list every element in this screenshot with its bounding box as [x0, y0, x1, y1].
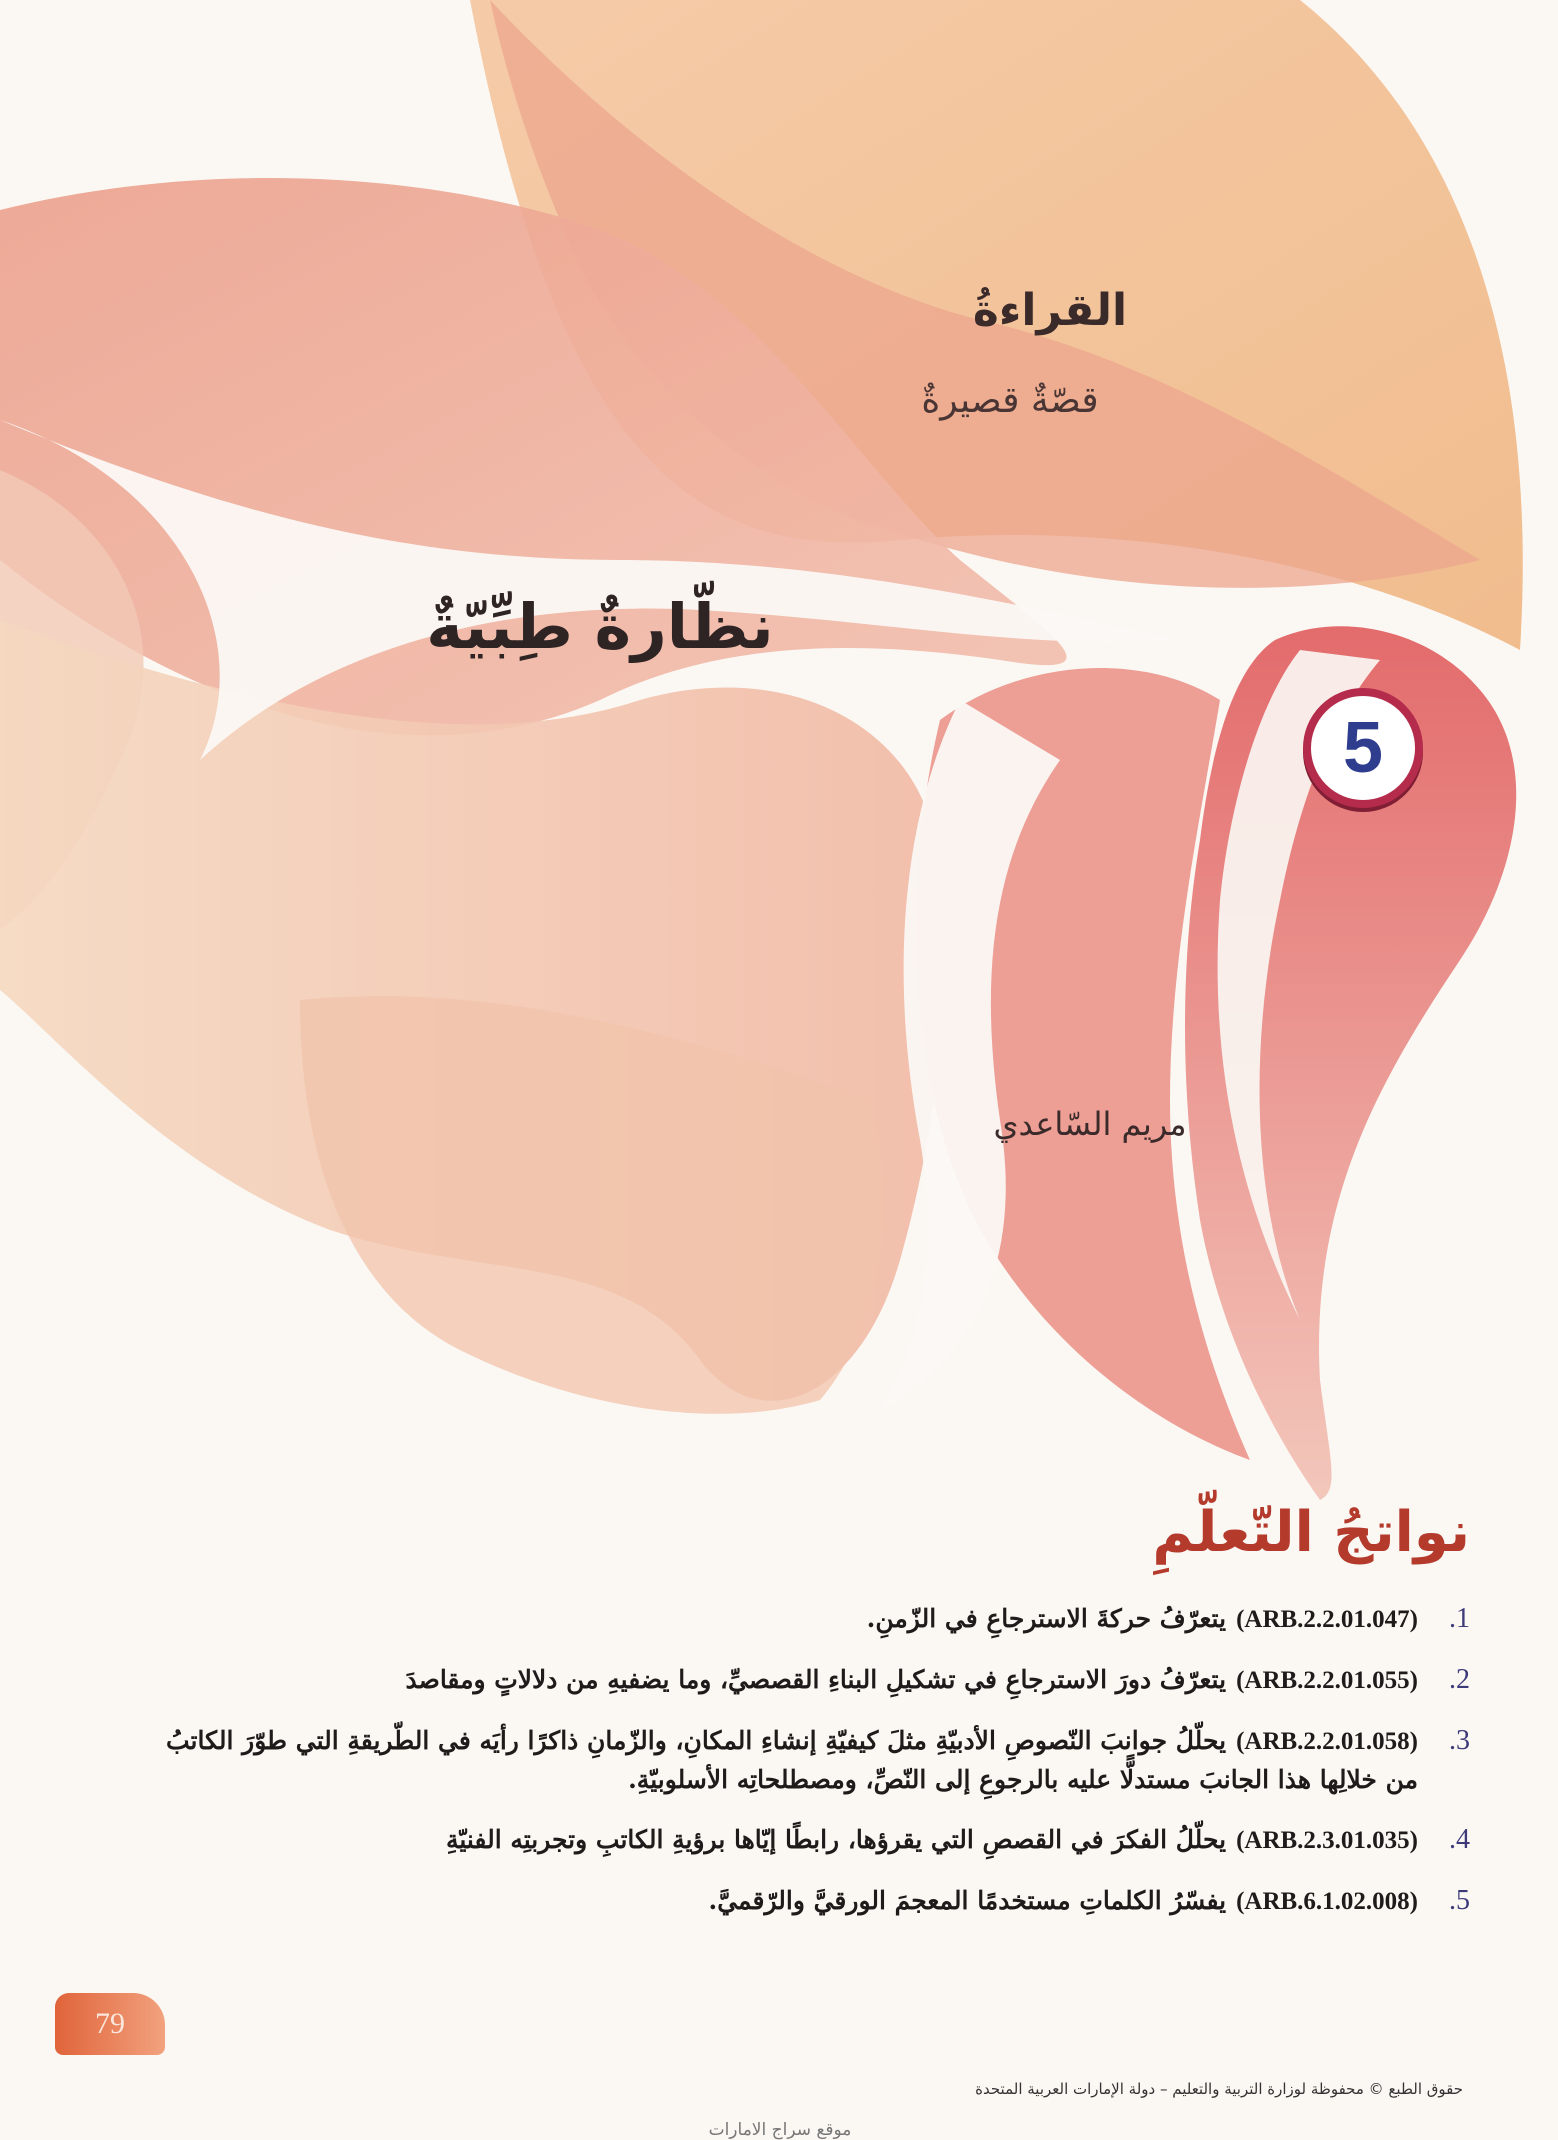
- site-footer-label: موقع سراج الامارات: [708, 2120, 852, 2140]
- unit-number-badge: [1303, 688, 1423, 808]
- learning-outcomes-title: نواتجُ التّعلّمِ: [1152, 1500, 1470, 1565]
- list-item: [140, 1722, 1470, 1799]
- item-number: 3.: [1449, 1725, 1470, 1756]
- page-number-tab: [55, 1993, 165, 2055]
- author-name: مريم السّاعدي: [993, 1105, 1187, 1143]
- item-number: 1.: [1449, 1603, 1470, 1634]
- story-title: نظّارةٌ طِبِّيّةٌ: [426, 590, 774, 663]
- outcome-text: يتعرّفُ حركةَ الاسترجاعِ في الزّمنِ.: [866, 1604, 1227, 1633]
- page-number: 79: [95, 2007, 125, 2040]
- list-item: [140, 1882, 1470, 1921]
- unit-number: 5: [1342, 708, 1384, 788]
- outcome-text: يحلّلُ الفكرَ في القصصِ التي يقرؤها، رابطًا إيّاها برؤيةِ الكاتبِ وتجربتِه الفنيّةِ: [445, 1825, 1227, 1854]
- outcome-text: يفسّرُ الكلماتِ مستخدمًا المعجمَ الورقيَّ والرّقميَّ.: [708, 1886, 1227, 1915]
- list-item: [140, 1661, 1470, 1700]
- outcome-text: يتعرّفُ دورَ الاسترجاعِ في تشكيلِ البناءِ القصصيِّ، وما يضفيهِ من دلالاتٍ ومقاصدَ: [405, 1665, 1227, 1694]
- section-subtitle: قصّةٌ قصيرةٌ: [921, 380, 1099, 421]
- item-number: 4.: [1449, 1824, 1470, 1855]
- outcome-code: (ARB.2.3.01.035): [1236, 1827, 1418, 1854]
- outcome-code: (ARB.6.1.02.008): [1236, 1888, 1418, 1915]
- outcome-text: يحلّلُ جوانبَ النّصوصِ الأدبيّةِ مثلَ كيفيّةِ إنشاءِ المكانِ، والزّمانِ ذاكرًا رأيَه في الطّريقةِ التي طوّرَ الكاتبُ من خلالِها هذا الجانبَ مستدلًّا عليه بالرجوعِ إلى النّصِّ، ومصطلحاتِه الأسلوبيّةِ.: [165, 1726, 1418, 1794]
- copyright-notice: حقوق الطبع © محفوظة لوزارة التربية والتعليم – دولة الإمارات العربية المتحدة: [975, 2080, 1463, 2098]
- outcome-code: (ARB.2.2.01.055): [1236, 1667, 1418, 1694]
- list-item: [140, 1821, 1470, 1860]
- learning-outcomes-list: [140, 1600, 1470, 1943]
- outcome-code: (ARB.2.2.01.058): [1236, 1728, 1418, 1755]
- item-number: 5.: [1449, 1885, 1470, 1916]
- item-number: 2.: [1449, 1664, 1470, 1695]
- list-item: [140, 1600, 1470, 1639]
- outcome-code: (ARB.2.2.01.047): [1236, 1606, 1418, 1633]
- section-title: القراءةُ: [972, 285, 1128, 336]
